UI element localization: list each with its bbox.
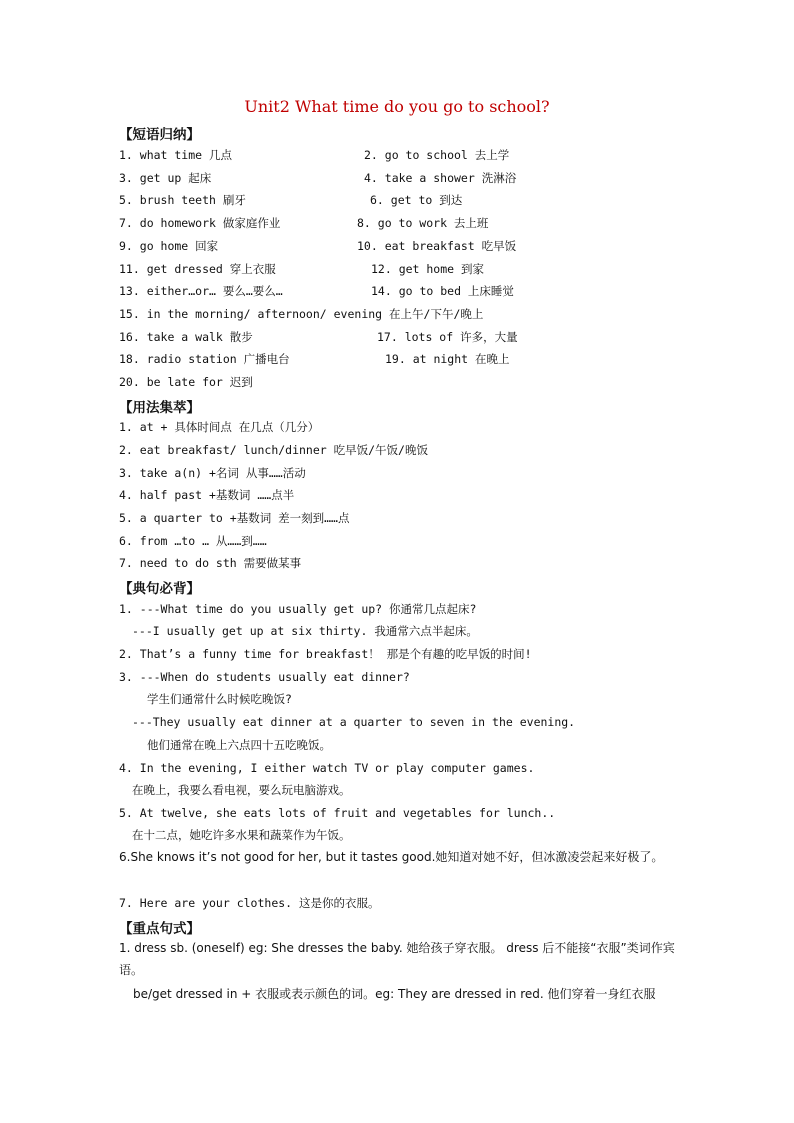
usage-item: 7. need to do sth 需要做某事 — [119, 556, 302, 570]
sentence-line: 2. That’s a funny time for breakfast！ 那是个有趣的吃早饭的时间! — [119, 647, 532, 661]
sentence-line: 他们通常在晚上六点四十五吃晚饭。 — [147, 738, 331, 752]
sentence-line: 在晚上，我要么看电视，要么玩电脑游戏。 — [132, 783, 351, 797]
sentence-line: 3. ---When do students usually eat dinner? — [119, 670, 410, 684]
phrase-item: 8. go to work 去上班 — [357, 216, 489, 230]
usage-item: 5. a quarter to +基数词 差一刻到……点 — [119, 511, 350, 525]
phrase-item: 20. be late for 迟到 — [119, 375, 253, 389]
sentence-line: 5. At twelve, she eats lots of fruit and vegetables for lunch.. — [119, 806, 556, 820]
phrase-item: 1. what time 几点 — [119, 148, 233, 162]
usage-item: 2. eat breakfast/ lunch/dinner 吃早饭/午饭/晚饭 — [119, 443, 428, 457]
sentence-line: 学生们通常什么时候吃晚饭? — [147, 692, 292, 706]
phrase-item: 10. eat breakfast 吃早饭 — [357, 239, 517, 253]
sentence-paragraph: 6.She knows it’s not good for her, but it tastes good.她知道对她不好，但冰激凌尝起来好极了。 — [119, 850, 664, 864]
phrase-item: 14. go to bed 上床睡觉 — [371, 284, 514, 298]
phrase-item: 18. radio station 广播电台 — [119, 352, 290, 366]
sentence-line: 4. In the evening, I either watch TV or play computer games. — [119, 761, 535, 775]
phrase-item: 3. get up 起床 — [119, 171, 212, 185]
page-title: Unit2 What time do you go to school? — [244, 97, 550, 116]
sentence-line: 7. Here are your clothes. 这是你的衣服。 — [119, 896, 380, 910]
section-heading-usage: 【用法集萃】 — [119, 400, 200, 416]
phrase-item: 4. take a shower 洗淋浴 — [364, 171, 517, 185]
pattern-paragraph: be/get dressed in + 衣服或表示颜色的词。eg: They are dressed in red. 他们穿着一身红衣服 — [133, 987, 656, 1001]
phrase-item: 15. in the morning/ afternoon/ evening 在上午/下午/晚上 — [119, 307, 484, 321]
pattern-paragraph: 1. dress sb. (oneself) eg: She dresses the baby. 她给孩子穿衣服。 dress 后不能接“衣服”类词作宾语。 — [119, 941, 675, 977]
usage-item: 4. half past +基数词 ……点半 — [119, 488, 295, 502]
section-heading-patterns: 【重点句式】 — [119, 921, 200, 937]
phrase-item: 6. get to 到达 — [370, 193, 463, 207]
usage-item: 1. at + 具体时间点 在几点（几分） — [119, 420, 320, 434]
sentence-line: ---I usually get up at six thirty. 我通常六点半起床。 — [132, 624, 478, 638]
sentence-line: 在十二点，她吃许多水果和蔬菜作为午饭。 — [132, 828, 351, 842]
phrase-item: 19. at night 在晚上 — [385, 352, 510, 366]
phrase-item: 2. go to school 去上学 — [364, 148, 510, 162]
usage-item: 3. take a(n) +名词 从事……活动 — [119, 466, 306, 480]
usage-item: 6. from …to … 从……到…… — [119, 534, 267, 548]
phrase-item: 17. lots of 许多，大量 — [377, 330, 518, 344]
phrase-item: 13. either…or… 要么…要么… — [119, 284, 283, 298]
sentence-line: ---They usually eat dinner at a quarter to seven in the evening. — [132, 715, 576, 729]
phrase-item: 9. go home 回家 — [119, 239, 219, 253]
phrase-item: 5. brush teeth 刷牙 — [119, 193, 246, 207]
section-heading-sentences: 【典句必背】 — [119, 581, 200, 597]
sentence-line: 1. ---What time do you usually get up? 你通常几点起床? — [119, 602, 477, 616]
section-heading-phrases: 【短语归纳】 — [119, 127, 200, 143]
phrase-item: 11. get dressed 穿上衣服 — [119, 262, 276, 276]
phrase-item: 7. do homework 做家庭作业 — [119, 216, 281, 230]
phrase-item: 12. get home 到家 — [371, 262, 485, 276]
phrase-item: 16. take a walk 散步 — [119, 330, 253, 344]
